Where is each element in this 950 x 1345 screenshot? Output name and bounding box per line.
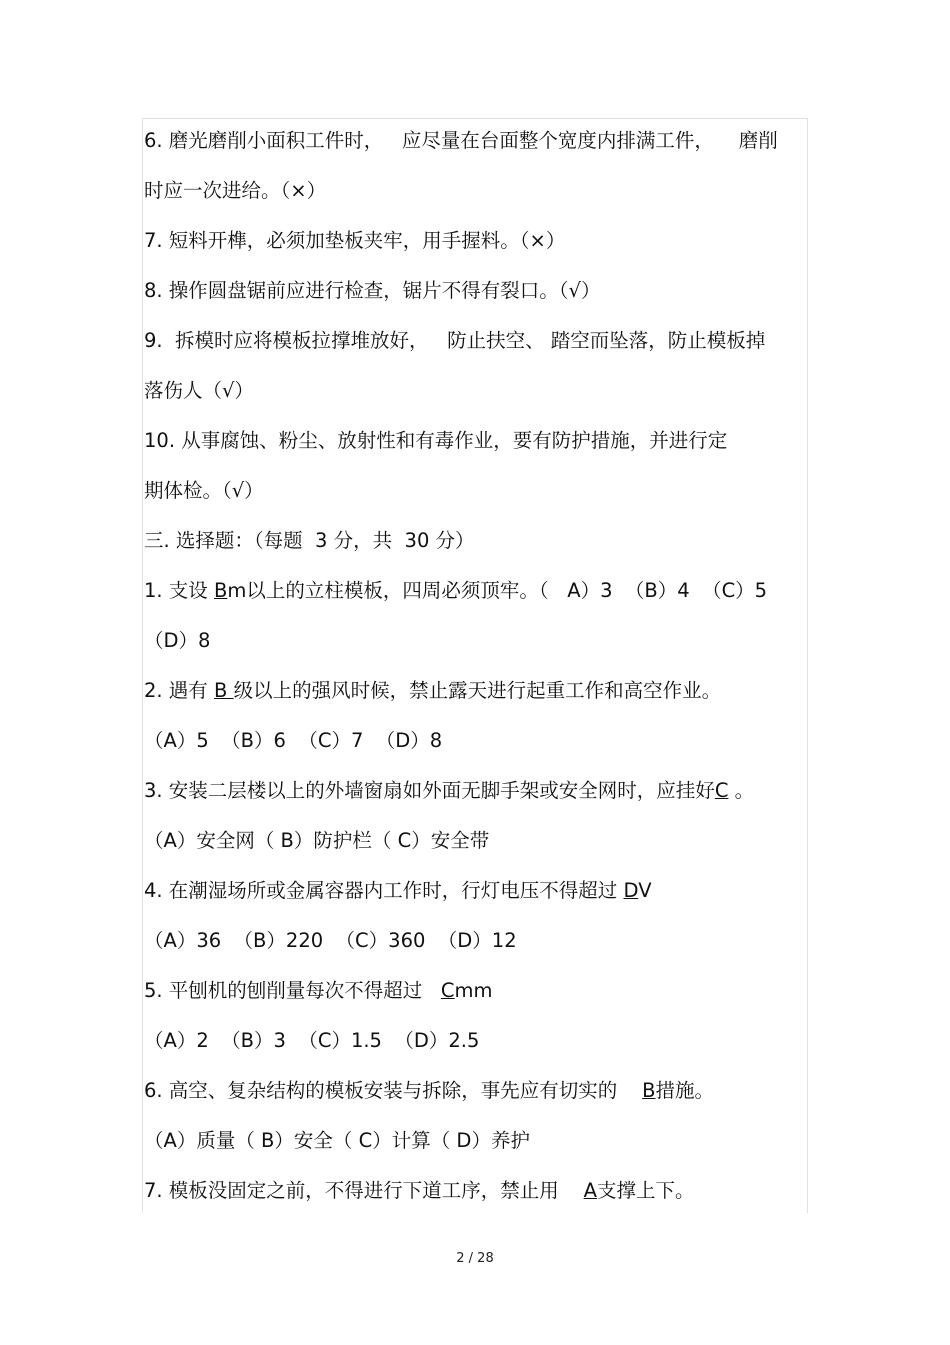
text-line: 落伤人（√） (144, 379, 254, 402)
text-line: 8. 操作圆盘锯前应进行检查，锯片不得有裂口。（√） (144, 279, 601, 302)
question-text: mm (454, 979, 493, 1002)
options-line: （A）安全网（ B）防护栏（ C）安全带 (144, 829, 490, 852)
question-text: 2. 遇有 (144, 679, 215, 702)
section-heading: 三. 选择题：（每题 3 分，共 30 分） (144, 529, 475, 552)
text-line: 10. 从事腐蚀、粉尘、放射性和有毒作业，要有防护措施，并进行定 (144, 429, 728, 452)
question-text: 措施。 (655, 1079, 715, 1102)
answer-blank: C (714, 779, 729, 802)
text-line: 7. 短料开榫，必须加垫板夹牢，用手握料。（×） (144, 229, 566, 252)
answer-blank: B (642, 1079, 656, 1102)
options-line: （A）36 （B）220 （C）360 （D）12 (144, 929, 517, 952)
question-text: 6. 高空、复杂结构的模板安装与拆除，事先应有切实的 (144, 1079, 643, 1102)
question-line (144, 1179, 694, 1203)
question-text: 1. 支设 (144, 579, 215, 602)
answer-blank: B (214, 679, 234, 702)
text-line: 6. 磨光磨削小面积工件时， 应尽量在台面整个宽度内排满工件， 磨削 (144, 129, 778, 152)
question-text: 7. 模板没固定之前，不得进行下道工序，禁止用 (144, 1179, 584, 1202)
question-line (144, 979, 493, 1003)
question-line (144, 1079, 714, 1103)
options-line: （A）2 （B）3 （C）1.5 （D）2.5 (144, 1029, 480, 1052)
question-text: 。 (728, 779, 755, 802)
question-line (144, 679, 721, 703)
text-line: 9. 拆模时应将模板拉撑堆放好， 防止扶空、 踏空而坠落，防止模板掉 (144, 329, 766, 352)
question-line (144, 579, 767, 603)
answer-blank: D (623, 879, 639, 902)
question-text: V (638, 879, 652, 902)
question-text: 4. 在潮湿场所或金属容器内工作时，行灯电压不得超过 (144, 879, 624, 902)
question-line (144, 879, 652, 903)
question-line (144, 779, 754, 803)
options-line: （D）8 (144, 629, 211, 652)
text-line: 期体检。（√） (144, 479, 264, 502)
answer-blank: C (440, 979, 455, 1002)
answer-blank: B (214, 579, 228, 602)
answer-blank: A (583, 1179, 597, 1202)
question-text: m以上的立柱模板，四周必须顶牢。（ A）3 （B）4 （C）5 (227, 579, 768, 602)
question-text: 级以上的强风时候，禁止露天进行起重工作和高空作业。 (233, 679, 722, 702)
options-line: （A）质量（ B）安全（ C）计算（ D）养护 (144, 1129, 530, 1152)
page-number: 2 / 28 (456, 1251, 494, 1266)
options-line: （A）5 （B）6 （C）7 （D）8 (144, 729, 443, 752)
question-text: 5. 平刨机的刨削量每次不得超过 (144, 979, 441, 1002)
question-text: 支撑上下。 (596, 1179, 695, 1202)
question-text: 3. 安装二层楼以上的外墙窗扇如外面无脚手架或安全网时，应挂好 (144, 779, 715, 802)
text-line: 时应一次进给。（×） (144, 179, 327, 202)
